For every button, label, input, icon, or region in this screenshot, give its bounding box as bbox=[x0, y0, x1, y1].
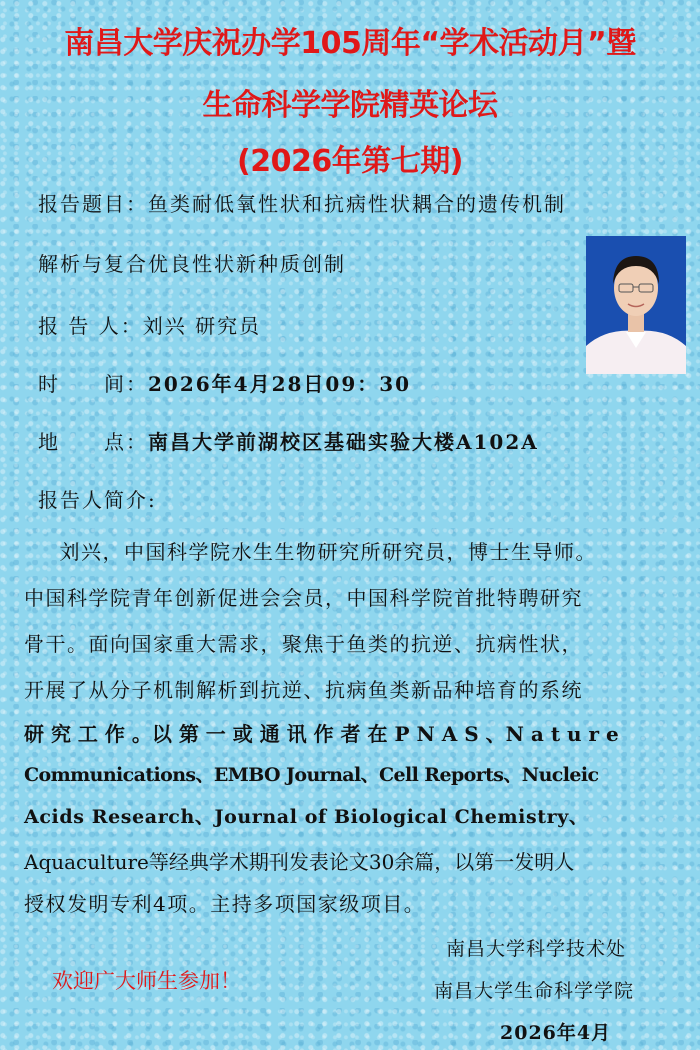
speaker-portrait-icon bbox=[586, 236, 686, 374]
bio-line: 刘兴，中国科学院水生生物研究所研究员，博士生导师。 bbox=[38, 540, 597, 564]
topic-line-2: 解析与复合优良性状新种质创制 bbox=[38, 252, 346, 276]
welcome-message: 欢迎广大师生参加！ bbox=[52, 969, 241, 993]
topic-row bbox=[38, 188, 566, 217]
bio-line: 授权发明专利4项。主持多项国家级项目。 bbox=[24, 892, 426, 916]
speaker-photo bbox=[586, 236, 686, 374]
topic-label: 报告题目： bbox=[38, 192, 148, 216]
issue-date: 2026年4月 bbox=[500, 1022, 612, 1044]
organizer-2: 南昌大学生命科学学院 bbox=[434, 980, 635, 1002]
bio-line: 骨干。面向国家重大需求，聚焦于鱼类的抗逆、抗病性状， bbox=[24, 632, 583, 656]
speaker-label: 报 告 人： bbox=[38, 314, 143, 338]
location-row bbox=[38, 426, 539, 455]
time-label: 时 间： bbox=[38, 372, 148, 396]
speaker-row bbox=[38, 310, 261, 339]
bio-line: 研 究 工 作 。以 第 一 或 通 讯 作 者 在 P N A S 、N a t u r e bbox=[24, 722, 619, 746]
topic-line-1: 鱼类耐低氧性状和抗病性状耦合的遗传机制 bbox=[148, 192, 566, 216]
location-label: 地 点： bbox=[38, 430, 148, 454]
organizer-1: 南昌大学科学技术处 bbox=[446, 938, 627, 960]
bio-line: Acids Research、Journal of Biological Chemistry、 bbox=[24, 806, 589, 828]
time-row bbox=[38, 368, 411, 397]
time-value: 2026年4月28日09：30 bbox=[148, 372, 412, 396]
bio-line: Aquaculture等经典学术期刊发表论文30余篇，以第一发明人 bbox=[24, 850, 575, 874]
bio-label: 报告人简介: bbox=[38, 488, 157, 512]
title-line-3: (2026年第七期) bbox=[237, 144, 463, 179]
title-line-2: 生命科学学院精英论坛 bbox=[202, 88, 498, 123]
location-value: 南昌大学前湖校区基础实验大楼A102A bbox=[148, 430, 539, 454]
bio-line: 中国科学院青年创新促进会会员，中国科学院首批特聘研究 bbox=[24, 586, 583, 610]
bio-line: 开展了从分子机制解析到抗逆、抗病鱼类新品种培育的系统 bbox=[24, 678, 583, 702]
bio-line: Communications、EMBO Journal、Cell Reports、Nucleic bbox=[24, 764, 599, 786]
speaker-value: 刘兴 研究员 bbox=[142, 314, 262, 338]
title-line-1: 南昌大学庆祝办学105周年“学术活动月”暨 bbox=[64, 26, 636, 61]
